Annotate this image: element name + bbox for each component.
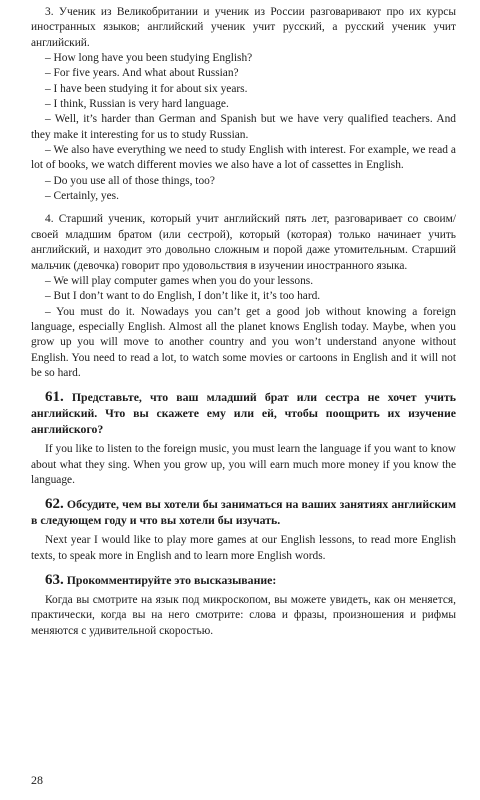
exercise-task: Обсудите, чем вы хотели бы заниматься на ваших занятиях английским в следующем году и что вы хотели бы изучать. [31, 497, 457, 528]
exercise-number: 62. [45, 496, 64, 513]
dialogue-line: – How long have you been studying English? [45, 52, 253, 65]
exercise-task: Представьте, что ваш младший брат или сестра не хочет учить английский. Что вы скажете ему или ей, чтобы поощрить их изучение английского? [31, 390, 456, 437]
exercise-61-answer: If you like to listen to the foreign music, you must learn the language if you want to know about what they sing. When you grow up, you will earn much more money if you know the language. [31, 443, 456, 486]
dialogue-3 [31, 5, 456, 204]
page-number: 28 [31, 773, 43, 787]
exercise-61-heading [31, 389, 456, 437]
exercise-63 [31, 572, 456, 639]
dialogue-line: – Certainly, yes. [45, 190, 119, 203]
exercise-63-answer: Когда вы смотрите на язык под микроскопом, вы можете увидеть, как он меняется, практически, когда вы на него смотрите: слова и фразы, произношения и рифмы меняются с удивительной скоростью. [31, 593, 456, 637]
dialogue-line: – For five years. And what about Russian? [45, 67, 239, 80]
dialogue-4-intro: 4. Старший ученик, который учит английский пять лет, разговаривает со своим/своей младшим братом (или сестрой), который (которая) только начинает учить английский, и находит это довольно сложным и порой даже утомительным. Старший мальчик (девочка) говорит про удовольствия в изучении иностранного языка. [31, 213, 456, 272]
exercise-task: Прокомментируйте это высказывание: [66, 572, 277, 587]
exercise-62 [31, 496, 456, 564]
dialogue-line: – But I don’t want to do English, I don’t like it, it’s too hard. [45, 290, 321, 303]
exercise-62-heading [31, 496, 456, 528]
dialogue-line: – You must do it. Nowadays you can’t get a good job without knowing a foreign language, especially English. Almost all the planet knows English today. Maybe, when you grow up you will move to another country and you won’t understand anyone without English. You need to read a lot, to watch some movies or cartoons in English and it will not be so hard. [31, 305, 456, 379]
exercise-number: 63. [45, 571, 64, 588]
dialogue-line: – Do you use all of those things, too? [45, 174, 215, 187]
exercise-61 [31, 389, 456, 488]
dialogue-line: – Well, it’s harder than German and Spanish but we have very qualified teachers. And they make it interesting for us to study Russian. [31, 113, 456, 141]
dialogue-line: – I have been studying it for about six years. [45, 82, 248, 95]
exercise-number: 61. [45, 389, 64, 406]
dialogue-3-intro: 3. Ученик из Великобритании и ученик из России разговаривают про их курсы иностранных языков; английский ученик учит русский, а русский ученик учит английский. [31, 6, 456, 49]
dialogue-line: – I think, Russian is very hard language. [45, 98, 229, 111]
dialogue-line: – We also have everything we need to study English with interest. For example, we read a lot of books, we watch different movies we also have a lot of cassettes in English. [31, 144, 456, 172]
dialogue-4 [31, 212, 456, 381]
exercise-63-heading [31, 572, 456, 588]
dialogue-line: – We will play computer games when you do your lessons. [45, 274, 314, 287]
exercise-62-answer: Next year I would like to play more games at our English lessons, to read more English texts, to speak more in English and to learn more English words. [31, 534, 456, 562]
